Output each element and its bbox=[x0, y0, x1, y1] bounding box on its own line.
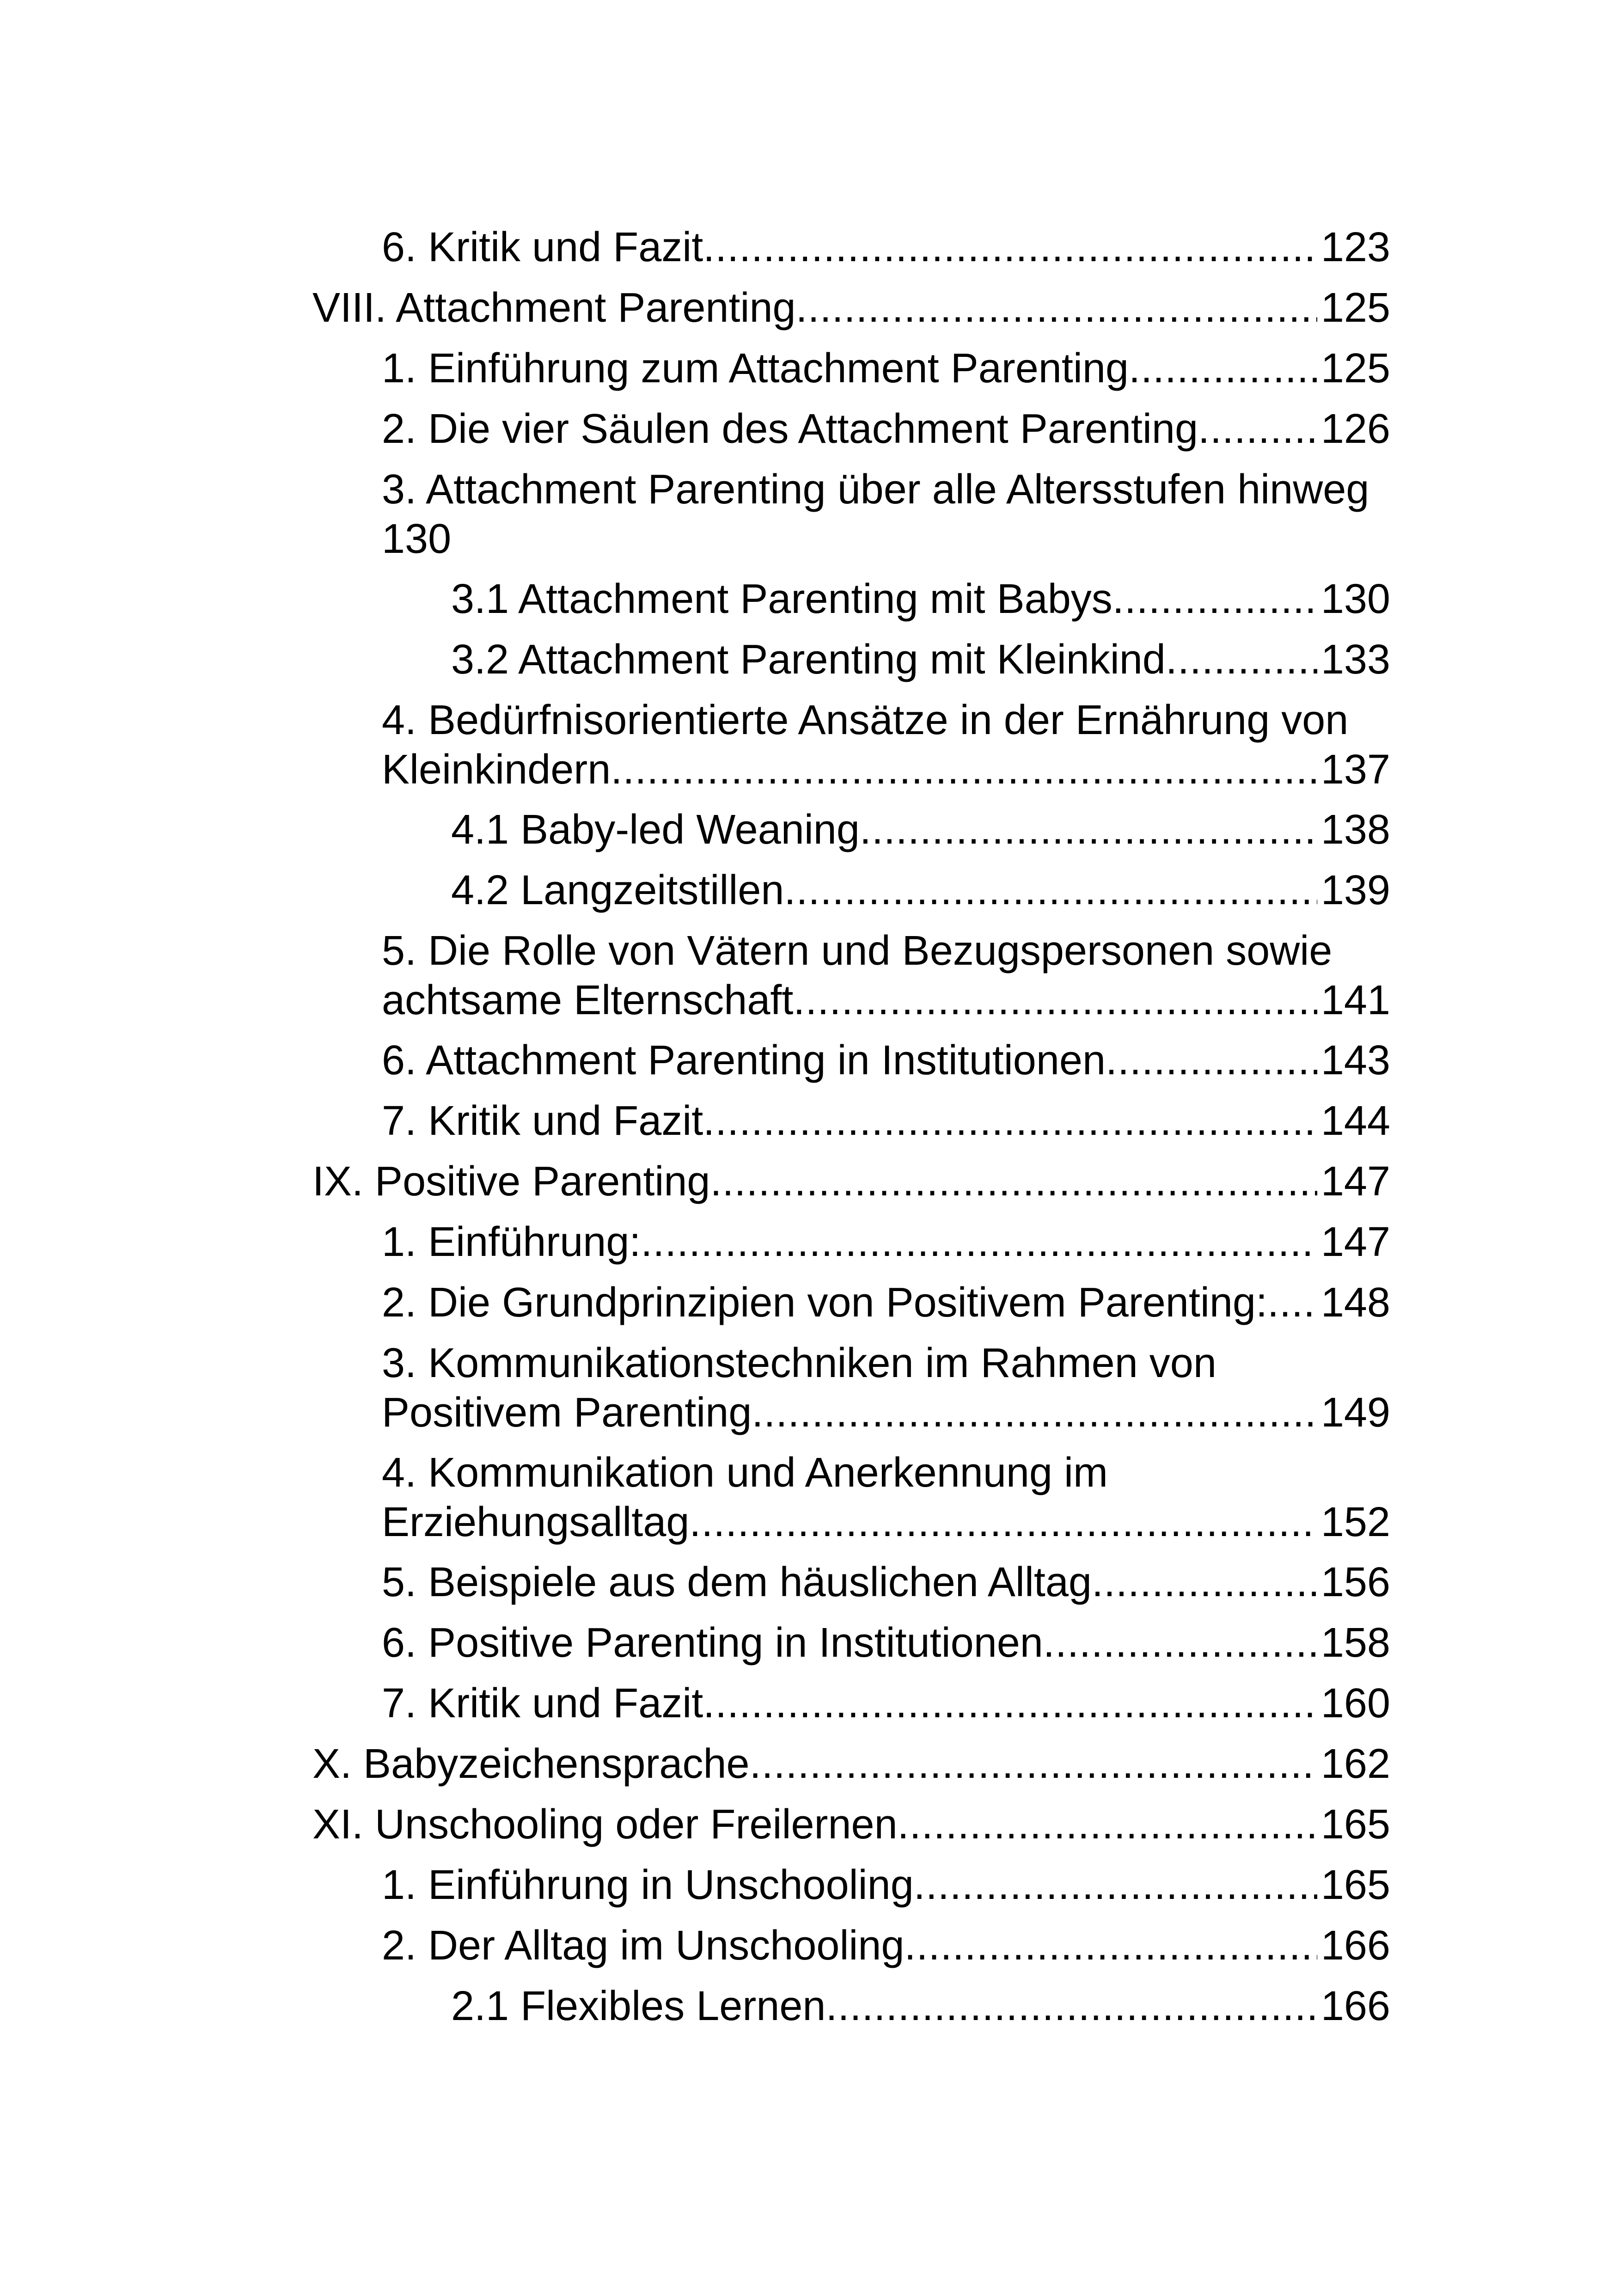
toc-entry-title: 2. Der Alltag im Unschooling bbox=[382, 1923, 905, 1969]
toc-entry-title: Kleinkindern bbox=[382, 747, 611, 793]
toc-entry-title: 3.1 Attachment Parenting mit Babys bbox=[451, 576, 1113, 622]
toc-entry bbox=[382, 1679, 1390, 1739]
toc-entry bbox=[451, 635, 1390, 696]
toc-entry-line bbox=[312, 283, 1390, 333]
toc-entry bbox=[382, 465, 1390, 575]
toc-entry-title: 2. Die vier Säulen des Attachment Parenting bbox=[382, 406, 1198, 452]
dot-leader bbox=[703, 1096, 1317, 1146]
toc-entry-line bbox=[382, 1679, 1390, 1728]
toc-entry-title: 1. Einführung: bbox=[382, 1219, 641, 1265]
toc-entry-page-number: 165 bbox=[1321, 1862, 1390, 1908]
toc-entry-page-number: 156 bbox=[1321, 1559, 1390, 1605]
toc-entry-title: 3.2 Attachment Parenting mit Kleinkind bbox=[451, 637, 1166, 683]
toc-entry-title: Erziehungsalltag bbox=[382, 1499, 690, 1545]
toc-entry-page-number: 141 bbox=[1321, 977, 1390, 1023]
toc-entry-title-first-line: 3. Attachment Parenting über alle Altersstufen hinweg bbox=[382, 466, 1369, 513]
toc-entry-page-number: 158 bbox=[1321, 1620, 1390, 1666]
toc-entry-title: 1. Einführung zum Attachment Parenting bbox=[382, 345, 1129, 392]
toc-entry bbox=[382, 696, 1390, 805]
toc-entry-title: 4.2 Langzeitstillen bbox=[451, 867, 784, 913]
dot-leader bbox=[703, 223, 1317, 272]
dot-leader bbox=[689, 1498, 1317, 1547]
dot-leader bbox=[703, 1679, 1317, 1728]
toc-entry-line bbox=[382, 745, 1390, 795]
toc-entry bbox=[451, 1982, 1390, 2042]
toc-entry-line bbox=[382, 976, 1390, 1025]
table-of-contents bbox=[0, 223, 1614, 2042]
toc-entry bbox=[382, 1558, 1390, 1618]
toc-entry-line bbox=[382, 223, 1390, 272]
toc-entry-line bbox=[312, 1800, 1390, 1849]
toc-entry-page-number: 125 bbox=[1321, 345, 1390, 392]
dot-leader bbox=[905, 1921, 1317, 1971]
toc-entry bbox=[451, 575, 1390, 635]
toc-entry bbox=[382, 404, 1390, 465]
toc-entry-title: 2. Die Grundprinzipien von Positivem Parenting: bbox=[382, 1280, 1267, 1326]
toc-entry-page-number: 162 bbox=[1321, 1741, 1390, 1787]
toc-entry-title: 6. Positive Parenting in Institutionen bbox=[382, 1620, 1043, 1666]
toc-entry bbox=[312, 1157, 1390, 1218]
dot-leader bbox=[784, 866, 1317, 915]
toc-entry bbox=[382, 1448, 1390, 1558]
toc-entry-title: 5. Beispiele aus dem häuslichen Alltag bbox=[382, 1559, 1092, 1605]
toc-entry-title: XI. Unschooling oder Freilernen bbox=[312, 1801, 898, 1848]
toc-entry bbox=[312, 1739, 1390, 1800]
dot-leader bbox=[1113, 575, 1317, 624]
toc-entry bbox=[382, 1618, 1390, 1679]
toc-entry-line bbox=[382, 1618, 1390, 1668]
toc-entry-line bbox=[382, 1388, 1390, 1438]
toc-entry-line bbox=[382, 1861, 1390, 1910]
toc-entry-title-first-line: 3. Kommunikationstechniken im Rahmen von bbox=[382, 1340, 1217, 1386]
dot-leader bbox=[641, 1218, 1317, 1267]
toc-entry-page-number: 137 bbox=[1321, 747, 1390, 793]
toc-entry-line bbox=[451, 866, 1390, 915]
toc-entry-line bbox=[451, 805, 1390, 855]
toc-entry-page-number: 147 bbox=[1321, 1219, 1390, 1265]
toc-entry-line bbox=[382, 514, 1390, 564]
toc-entry-line bbox=[451, 575, 1390, 624]
dot-leader bbox=[793, 976, 1317, 1025]
dot-leader bbox=[898, 1800, 1317, 1849]
toc-entry-line bbox=[312, 1739, 1390, 1789]
toc-entry-page-number: 148 bbox=[1321, 1280, 1390, 1326]
dot-leader bbox=[1166, 635, 1317, 685]
toc-entry-page-number: 147 bbox=[1321, 1158, 1390, 1205]
toc-entry-title: 6. Kritik und Fazit bbox=[382, 224, 703, 270]
toc-entry-line bbox=[451, 635, 1390, 685]
toc-entry-page-number: 144 bbox=[1321, 1098, 1390, 1144]
toc-entry-page-number: 126 bbox=[1321, 406, 1390, 452]
dot-leader bbox=[914, 1861, 1317, 1910]
toc-entry bbox=[382, 1218, 1390, 1278]
toc-entry-page-number: 166 bbox=[1321, 1983, 1390, 2029]
dot-leader bbox=[860, 805, 1317, 855]
toc-entry-line bbox=[382, 1218, 1390, 1267]
toc-entry bbox=[382, 344, 1390, 404]
toc-entry-line bbox=[382, 344, 1390, 393]
toc-entry-line bbox=[451, 1982, 1390, 2031]
dot-leader bbox=[1092, 1558, 1317, 1607]
dot-leader bbox=[796, 283, 1317, 333]
toc-entry-page-number: 123 bbox=[1321, 224, 1390, 270]
dot-leader bbox=[1043, 1618, 1317, 1668]
toc-entry bbox=[312, 1800, 1390, 1861]
toc-entry-line bbox=[382, 1278, 1390, 1328]
toc-entry-page-number: 130 bbox=[1321, 576, 1390, 622]
dot-leader bbox=[825, 1982, 1317, 2031]
toc-entry-page-number: 133 bbox=[1321, 637, 1390, 683]
toc-entry-title: 7. Kritik und Fazit bbox=[382, 1098, 703, 1144]
dot-leader bbox=[752, 1388, 1317, 1438]
toc-entry-title: 7. Kritik und Fazit bbox=[382, 1680, 703, 1727]
toc-entry bbox=[382, 1339, 1390, 1448]
toc-entry-page-number: 165 bbox=[1321, 1801, 1390, 1848]
toc-entry-page-number: 152 bbox=[1321, 1499, 1390, 1545]
toc-entry-title: 4.1 Baby-led Weaning bbox=[451, 807, 860, 853]
dot-leader bbox=[1267, 1278, 1317, 1328]
dot-leader bbox=[611, 745, 1317, 795]
dot-leader bbox=[1198, 404, 1317, 454]
dot-leader bbox=[1106, 1036, 1317, 1085]
toc-entry-line bbox=[382, 404, 1390, 454]
toc-entry-title: IX. Positive Parenting bbox=[312, 1158, 710, 1205]
toc-entry-title: X. Babyzeichensprache bbox=[312, 1741, 750, 1787]
toc-entry-page-number: 125 bbox=[1321, 285, 1390, 331]
toc-entry bbox=[382, 1278, 1390, 1339]
toc-entry bbox=[382, 926, 1390, 1036]
toc-entry-page-number: 138 bbox=[1321, 807, 1390, 853]
toc-entry-page-number: 139 bbox=[1321, 867, 1390, 913]
toc-entry-line bbox=[382, 1558, 1390, 1607]
toc-entry bbox=[451, 805, 1390, 866]
toc-entry-page-number: 149 bbox=[1321, 1390, 1390, 1436]
toc-entry-title: 130 bbox=[382, 516, 452, 562]
toc-entry-title-first-line: 4. Bedürfnisorientierte Ansätze in der Ernährung von bbox=[382, 697, 1349, 743]
dot-leader bbox=[750, 1739, 1317, 1789]
toc-entry-line bbox=[312, 1157, 1390, 1206]
toc-entry bbox=[382, 223, 1390, 283]
toc-entry-title: 2.1 Flexibles Lernen bbox=[451, 1983, 826, 2029]
toc-entry bbox=[382, 1861, 1390, 1921]
toc-entry bbox=[382, 1036, 1390, 1096]
toc-entry bbox=[382, 1921, 1390, 1982]
toc-entry bbox=[312, 283, 1390, 344]
toc-entry-page-number: 143 bbox=[1321, 1037, 1390, 1084]
toc-entry bbox=[451, 866, 1390, 926]
toc-entry-title-first-line: 5. Die Rolle von Vätern und Bezugspersonen sowie bbox=[382, 928, 1333, 974]
toc-entry-title: Positivem Parenting bbox=[382, 1390, 752, 1436]
toc-entry-line bbox=[382, 1096, 1390, 1146]
dot-leader bbox=[710, 1157, 1317, 1206]
dot-leader bbox=[1129, 344, 1317, 393]
toc-entry-title: 1. Einführung in Unschooling bbox=[382, 1862, 914, 1908]
toc-entry-line bbox=[382, 1921, 1390, 1971]
toc-entry-title: 6. Attachment Parenting in Institutionen bbox=[382, 1037, 1106, 1084]
toc-entry bbox=[382, 1096, 1390, 1157]
toc-entry-line bbox=[382, 1036, 1390, 1085]
toc-entry-title: achtsame Elternschaft bbox=[382, 977, 794, 1023]
toc-entry-page-number: 166 bbox=[1321, 1923, 1390, 1969]
toc-entry-title: VIII. Attachment Parenting bbox=[312, 285, 796, 331]
toc-entry-page-number: 160 bbox=[1321, 1680, 1390, 1727]
toc-entry-title-first-line: 4. Kommunikation und Anerkennung im bbox=[382, 1450, 1108, 1496]
toc-entry-line bbox=[382, 1498, 1390, 1547]
